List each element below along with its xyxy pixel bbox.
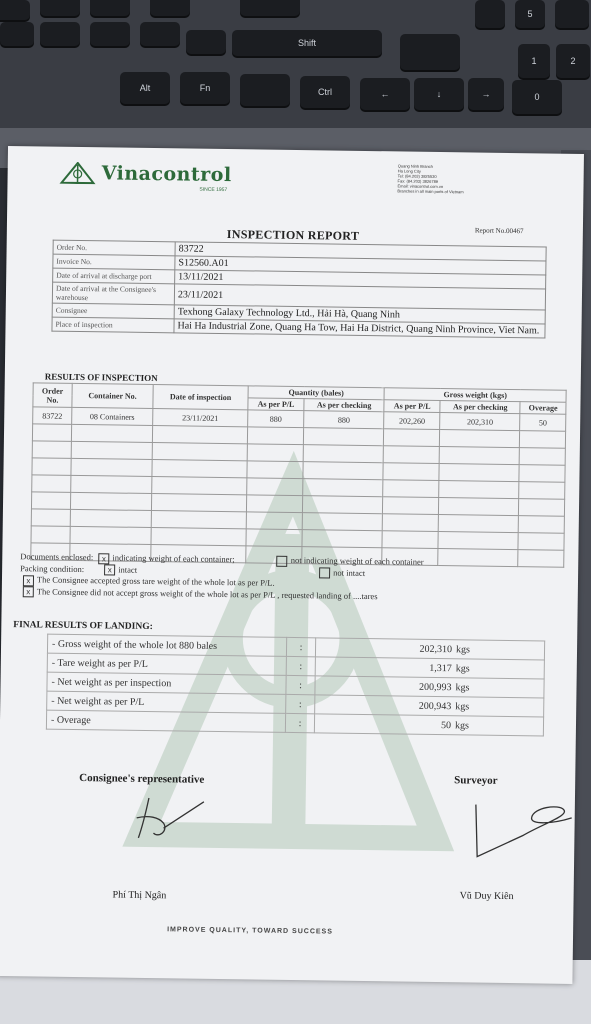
- header-order-no: Order No.: [33, 383, 72, 408]
- final-label: - Tare weight as per P/L: [47, 653, 286, 675]
- docs-option-not-indicating: not indicating weight of each container: [290, 554, 424, 567]
- header-date: Date of inspection: [153, 385, 248, 410]
- surveyor-name: Vũ Duy Kiên: [459, 890, 514, 903]
- surveyor-title: Surveyor: [454, 774, 498, 787]
- packing-option-intact: intact: [118, 564, 138, 575]
- fn-key: [180, 72, 230, 104]
- final-results-heading: FINAL RESULTS OF LANDING:: [13, 620, 153, 633]
- arrival-port-value: 13/11/2021: [175, 270, 546, 289]
- final-unit: kgs: [455, 700, 470, 712]
- header-container-no: Container No.: [72, 383, 153, 408]
- keyboard-key: [0, 0, 30, 20]
- packing-option-not-intact: not intact: [333, 567, 366, 578]
- final-label-text: Net weight as per P/L: [57, 695, 145, 708]
- consignee-rep-title: Consignee's representative: [79, 772, 205, 786]
- final-label: - Net weight as per P/L: [47, 691, 286, 713]
- surveyor-signature: [463, 794, 574, 866]
- header-gw-pl: As per P/L: [384, 400, 440, 413]
- packing-label: Packing condition:: [20, 562, 85, 574]
- not-accept-text: The Consignee did not accept gross weight of the whole lot as per P/L , requested landing of ....tares: [36, 586, 378, 601]
- branch-line: Email: vinacontrol.com.vn: [397, 183, 444, 190]
- shift-key: [232, 30, 382, 56]
- checkbox-checked: x: [23, 575, 34, 586]
- header-gross-weight: Gross weight (kgs): [384, 388, 566, 403]
- final-value-number: 202,310: [419, 643, 453, 655]
- final-value: [314, 714, 543, 736]
- checkbox-checked: x: [23, 586, 34, 597]
- consignee-signature: [118, 793, 209, 844]
- final-unit: kgs: [455, 643, 471, 655]
- cell-qty-check: 880: [304, 411, 384, 429]
- checkbox-empty: [277, 555, 288, 566]
- cell-qty-pl: 880: [248, 410, 304, 428]
- accept-text: The Consignee accepted gross tare weight of the whole lot as per P/L.: [36, 574, 275, 588]
- scale-logo-icon: [60, 162, 96, 185]
- key-label: 2: [570, 56, 576, 66]
- colon: :: [286, 675, 315, 694]
- keyboard-key: [240, 0, 300, 16]
- colon: :: [286, 694, 315, 713]
- arrival-warehouse-label: Date of arrival at the Consignee's warehouse: [52, 282, 174, 305]
- key-label: 0: [534, 92, 540, 102]
- report-title: INSPECTION REPORT: [226, 227, 360, 243]
- keyboard-key: [40, 22, 80, 46]
- alt-key: [120, 72, 170, 104]
- branch-address: [397, 163, 537, 195]
- arrow-left-key: ←: [360, 78, 410, 110]
- logo-since: SINCE 1957: [199, 186, 228, 194]
- header-overage: Overage: [520, 402, 566, 415]
- checkbox-empty: [319, 567, 330, 578]
- inspection-report-sheet: [0, 146, 584, 984]
- keyboard-key: [400, 34, 460, 70]
- arrow-down-key: ↓: [414, 78, 464, 110]
- keyboard-key: [555, 0, 589, 28]
- branch-line: Ha Long City: [397, 168, 421, 174]
- cell-overage: 50: [520, 414, 566, 432]
- documents-enclosed-label: Documents enclosed:: [20, 551, 94, 563]
- docs-option-indicating: indicating weight of each container;: [112, 552, 235, 565]
- place-value: Hai Ha Industrial Zone, Quang Ha Tow, Hai Ha District, Quang Ninh Province, Viet Nam.: [174, 319, 545, 338]
- end-key: [518, 44, 550, 78]
- final-label-text: Tare weight as per P/L: [57, 657, 148, 670]
- inspection-results-table: [30, 382, 566, 567]
- company-logo: [60, 162, 232, 194]
- place-label: Place of inspection: [52, 317, 174, 333]
- final-label: - Gross weight of the whole lot 880 bales: [47, 634, 286, 656]
- key-label: 5: [527, 9, 533, 19]
- invoice-label: Invoice No.: [53, 254, 175, 270]
- cell-gw-pl: 202,260: [384, 412, 440, 430]
- arrow-right-key: →: [468, 78, 504, 110]
- final-label-text: Overage: [56, 714, 91, 726]
- consignee-label: Consignee: [52, 303, 174, 319]
- cell-gw-check: 202,310: [440, 413, 520, 431]
- branch-line: Fax: (84.203) 3826789: [397, 178, 439, 184]
- final-value-number: 200,993: [418, 681, 452, 693]
- keyboard-key: [186, 30, 226, 54]
- order-no-label: Order No.: [53, 240, 175, 256]
- report-number: Report No.00467: [474, 226, 524, 236]
- key-label: Fn: [199, 83, 211, 93]
- logo-wordmark: Vinacontrol: [101, 162, 232, 187]
- keyboard-key: [475, 0, 505, 28]
- key-label: Ctrl: [318, 87, 332, 97]
- checkbox-checked: x: [104, 564, 115, 575]
- final-value-number: 50: [440, 719, 452, 731]
- menu-key: [240, 74, 290, 106]
- final-unit: kgs: [455, 662, 470, 674]
- key-label: 1: [531, 56, 537, 66]
- final-unit: kgs: [455, 681, 470, 693]
- final-label: - Overage: [46, 710, 285, 732]
- final-value-number: 1,317: [429, 662, 452, 674]
- final-unit: kgs: [454, 719, 469, 731]
- shipment-info-table: [51, 240, 546, 339]
- keyboard-key: [515, 0, 545, 28]
- keyboard-key: [556, 44, 590, 78]
- header-gw-checking: As per checking: [440, 401, 520, 414]
- header-qty-checking: As per checking: [304, 399, 384, 412]
- final-label: - Net weight as per inspection: [47, 672, 286, 694]
- keyboard-key: [150, 0, 190, 16]
- keyboard-key: [40, 0, 80, 16]
- branch-line: Quang Ninh Branch: [397, 163, 433, 169]
- branch-line: Tel: (84.203) 3825530: [397, 173, 437, 179]
- colon: :: [286, 656, 315, 675]
- colon: :: [286, 637, 315, 656]
- header-quantity: Quantity (bales): [248, 386, 384, 400]
- final-label-text: Net weight as per inspection: [57, 676, 172, 689]
- consignee-rep-name: Phí Thị Ngân: [112, 889, 167, 902]
- company-slogan: IMPROVE QUALITY, TOWARD SUCCESS: [167, 926, 333, 936]
- final-label-text: Gross weight of the whole lot 880 bales: [57, 638, 218, 652]
- final-value-number: 200,943: [418, 700, 452, 712]
- checkbox-checked: x: [98, 553, 109, 564]
- colon: :: [285, 713, 314, 732]
- results-heading: RESULTS OF INSPECTION: [44, 371, 158, 384]
- keyboard-key: [90, 22, 130, 46]
- consignee-value: Texhong Galaxy Technology Ltd., Hải Hà, Quang Ninh: [174, 305, 545, 324]
- key-label: Alt: [139, 83, 151, 93]
- arrival-port-label: Date of arrival at discharge port: [53, 268, 175, 284]
- keyboard-key: [0, 22, 34, 46]
- invoice-value: S12560.A01: [175, 256, 546, 275]
- arrival-warehouse-value: 23/11/2021: [174, 284, 545, 310]
- header-qty-pl: As per P/L: [248, 398, 304, 411]
- order-no-value: 83722: [175, 242, 546, 261]
- branch-line: Branches in all main ports of Vietnam: [397, 188, 464, 195]
- keyboard-key: [90, 0, 130, 16]
- ctrl-key: [300, 76, 350, 108]
- keyboard-key: [140, 22, 180, 46]
- documents-section: [20, 551, 561, 605]
- cell-order-no: 83722: [33, 407, 72, 425]
- final-results-table: [46, 634, 545, 737]
- ins-key: [512, 80, 562, 114]
- key-label: Shift: [297, 38, 316, 48]
- cell-container: 08 Containers: [72, 407, 153, 425]
- cell-date: 23/11/2021: [153, 409, 248, 427]
